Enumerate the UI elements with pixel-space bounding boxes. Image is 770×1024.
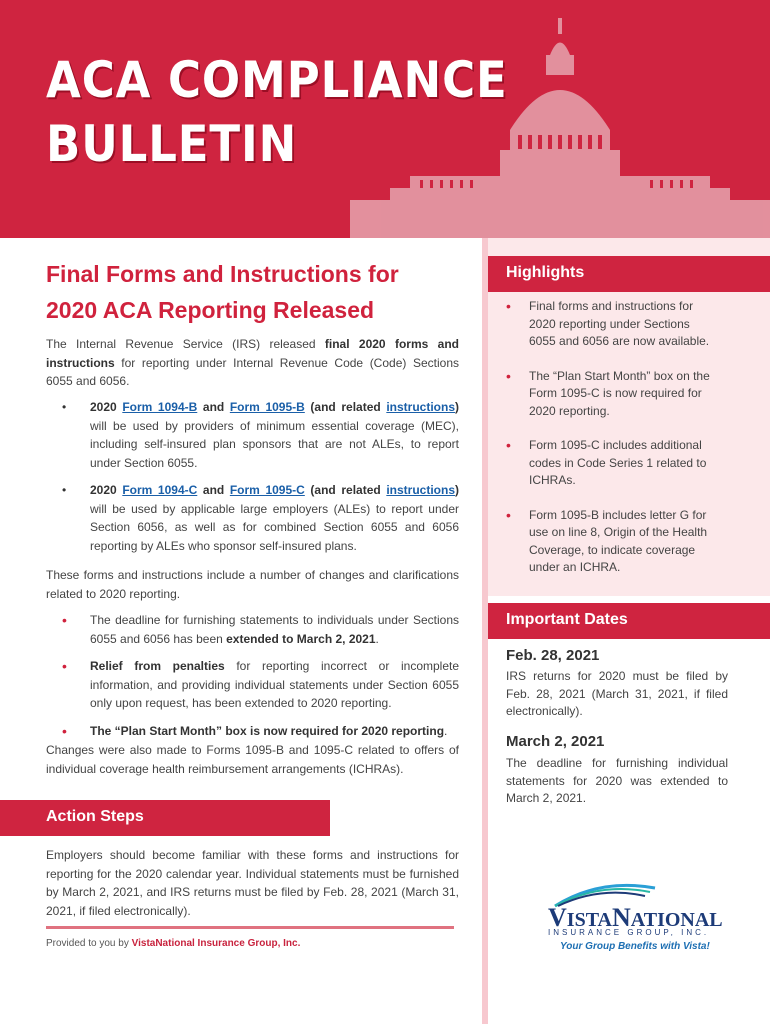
article-title [46,256,456,328]
footer-divider [46,926,454,929]
intro-text-c: for reporting under Internal Revenue Code (Code) Sections 6055 and 6056. [46,355,459,388]
important-dates-title: Important Dates [506,611,628,628]
b-instructions-link[interactable]: instructions [386,400,455,414]
header-banner [0,0,770,238]
list-item [62,398,459,472]
logo-v: V [548,903,567,932]
article-title-line2: 2020 ACA Reporting Released [46,297,375,323]
list-item: • Form 1095-C includes additional codes in Code Series 1 related to ICHRAs. [506,437,712,490]
change-3-bold: The “Plan Start Month” box is now required for 2020 reporting [90,723,445,738]
list-item [62,722,459,741]
logo-subtitle: INSURANCE GROUP, INC. [548,928,710,937]
changes-bullet-list [62,611,459,749]
highlights-list [506,298,712,594]
ichra-paragraph: Changes were also made to Forms 1095-B and 1095-C related to offers of individual coverage health reimbursement arrangements (ICHRAs). [46,743,459,776]
form-1094c-link[interactable]: Form 1094-C [122,483,198,497]
bullet-year: 2020 [90,400,123,414]
change-3-end: . [444,723,448,738]
intro-paragraph [46,335,459,391]
list-item [62,481,459,555]
action-steps-title: Action Steps [46,808,144,825]
bullet-rel-open: (and related [304,483,387,497]
change-1-text: The deadline for furnishing statements to individuals under Sections 6055 and 6056 has been [90,613,459,646]
vistanational-logo [540,878,730,958]
highlights-header [488,256,770,292]
list-item: • The “Plan Start Month” box on the Form 1095-C is now required for 2020 reporting. [506,368,712,421]
logo-tagline: Your Group Benefits with Vista! [560,941,710,952]
change-2-text: for reporting incorrect or incomplete information, and providing individual statements under Section 6055 only upon request, has been extended to 2020 reporting. [90,659,460,710]
intro-text-a: The Internal Revenue Service (IRS) released [46,337,325,351]
change-1-end: . [375,631,379,646]
form-1095b-link[interactable]: Form 1095-B [229,400,305,414]
form-1095c-link[interactable]: Form 1095-C [229,483,305,497]
logo-ista: ISTA [566,909,612,931]
bullet-rel-close: ) [455,400,459,414]
bullet-rest: will be used by applicable large employers (ALEs) to report under Section 6056, as well as for combined Section 6055 and 6056 reporting by ALEs who sponsor self-insured plans. [90,501,459,553]
important-dates-header [488,603,770,639]
bullet-rel-open: (and related [304,400,387,414]
logo-n: N [612,903,631,932]
c-instructions-link[interactable]: instructions [386,483,455,497]
bulletin-title [46,48,508,176]
bullet-rel-close: ) [455,483,459,497]
action-steps-header [0,800,330,836]
changes-paragraph: These forms and instructions include a number of changes and clarifications related to 2020 reporting. [46,568,459,601]
highlights-title: Highlights [506,264,585,281]
date-heading: March 2, 2021 [506,733,605,750]
list-item: • Final forms and instructions for 2020 reporting under Sections 6055 and 6056 are now available. [506,298,712,351]
bullet-and: and [197,400,230,414]
list-item [62,657,459,713]
provided-by-text [46,938,300,949]
bullet-year: 2020 [90,483,123,497]
provided-company: VistaNational Insurance Group, Inc. [131,938,301,949]
change-2-bold: Relief from penalties [90,659,225,673]
bulletin-title-line2: BULLETIN [46,115,298,173]
date-description: The deadline for furnishing individual statements for 2020 was extended to March 2, 2021. [506,756,728,805]
intro-text-bold: final 2020 forms and instructions [46,337,459,370]
date-description: IRS returns for 2020 must be filed by Feb. 28, 2021 (March 31, 2021, if filed electronically). [506,669,728,718]
action-steps-paragraph: Employers should become familiar with these forms and instructions for reporting for the 2020 calendar year. Individual statements must be furnished by March 2, 2021, and IRS returns must be filed by Feb. 28, 2021 (March 31, 2021, if filed electronically). [46,848,459,918]
logo-ational: ATIONAL [630,909,723,931]
bullet-rest: will be used by providers of minimum essential coverage (MEC), including self-insured plan sponsors that are not ALEs, to report under Section 6055. [90,418,459,470]
list-item [62,611,459,648]
provided-prefix: Provided to you by [46,938,132,949]
date-heading: Feb. 28, 2021 [506,647,600,664]
list-item: • Form 1095-B includes letter G for use on line 8, Origin of the Health Coverage, to indicate coverage under an ICHRA. [506,507,712,577]
article-title-line1: Final Forms and Instructions for [46,261,399,287]
bullet-and: and [197,483,230,497]
form-1094b-link[interactable]: Form 1094-B [122,400,198,414]
bulletin-title-line1: ACA COMPLIANCE [46,51,508,109]
change-1-bold: extended to March 2, 2021 [226,631,376,646]
forms-bullet-list [62,398,459,564]
